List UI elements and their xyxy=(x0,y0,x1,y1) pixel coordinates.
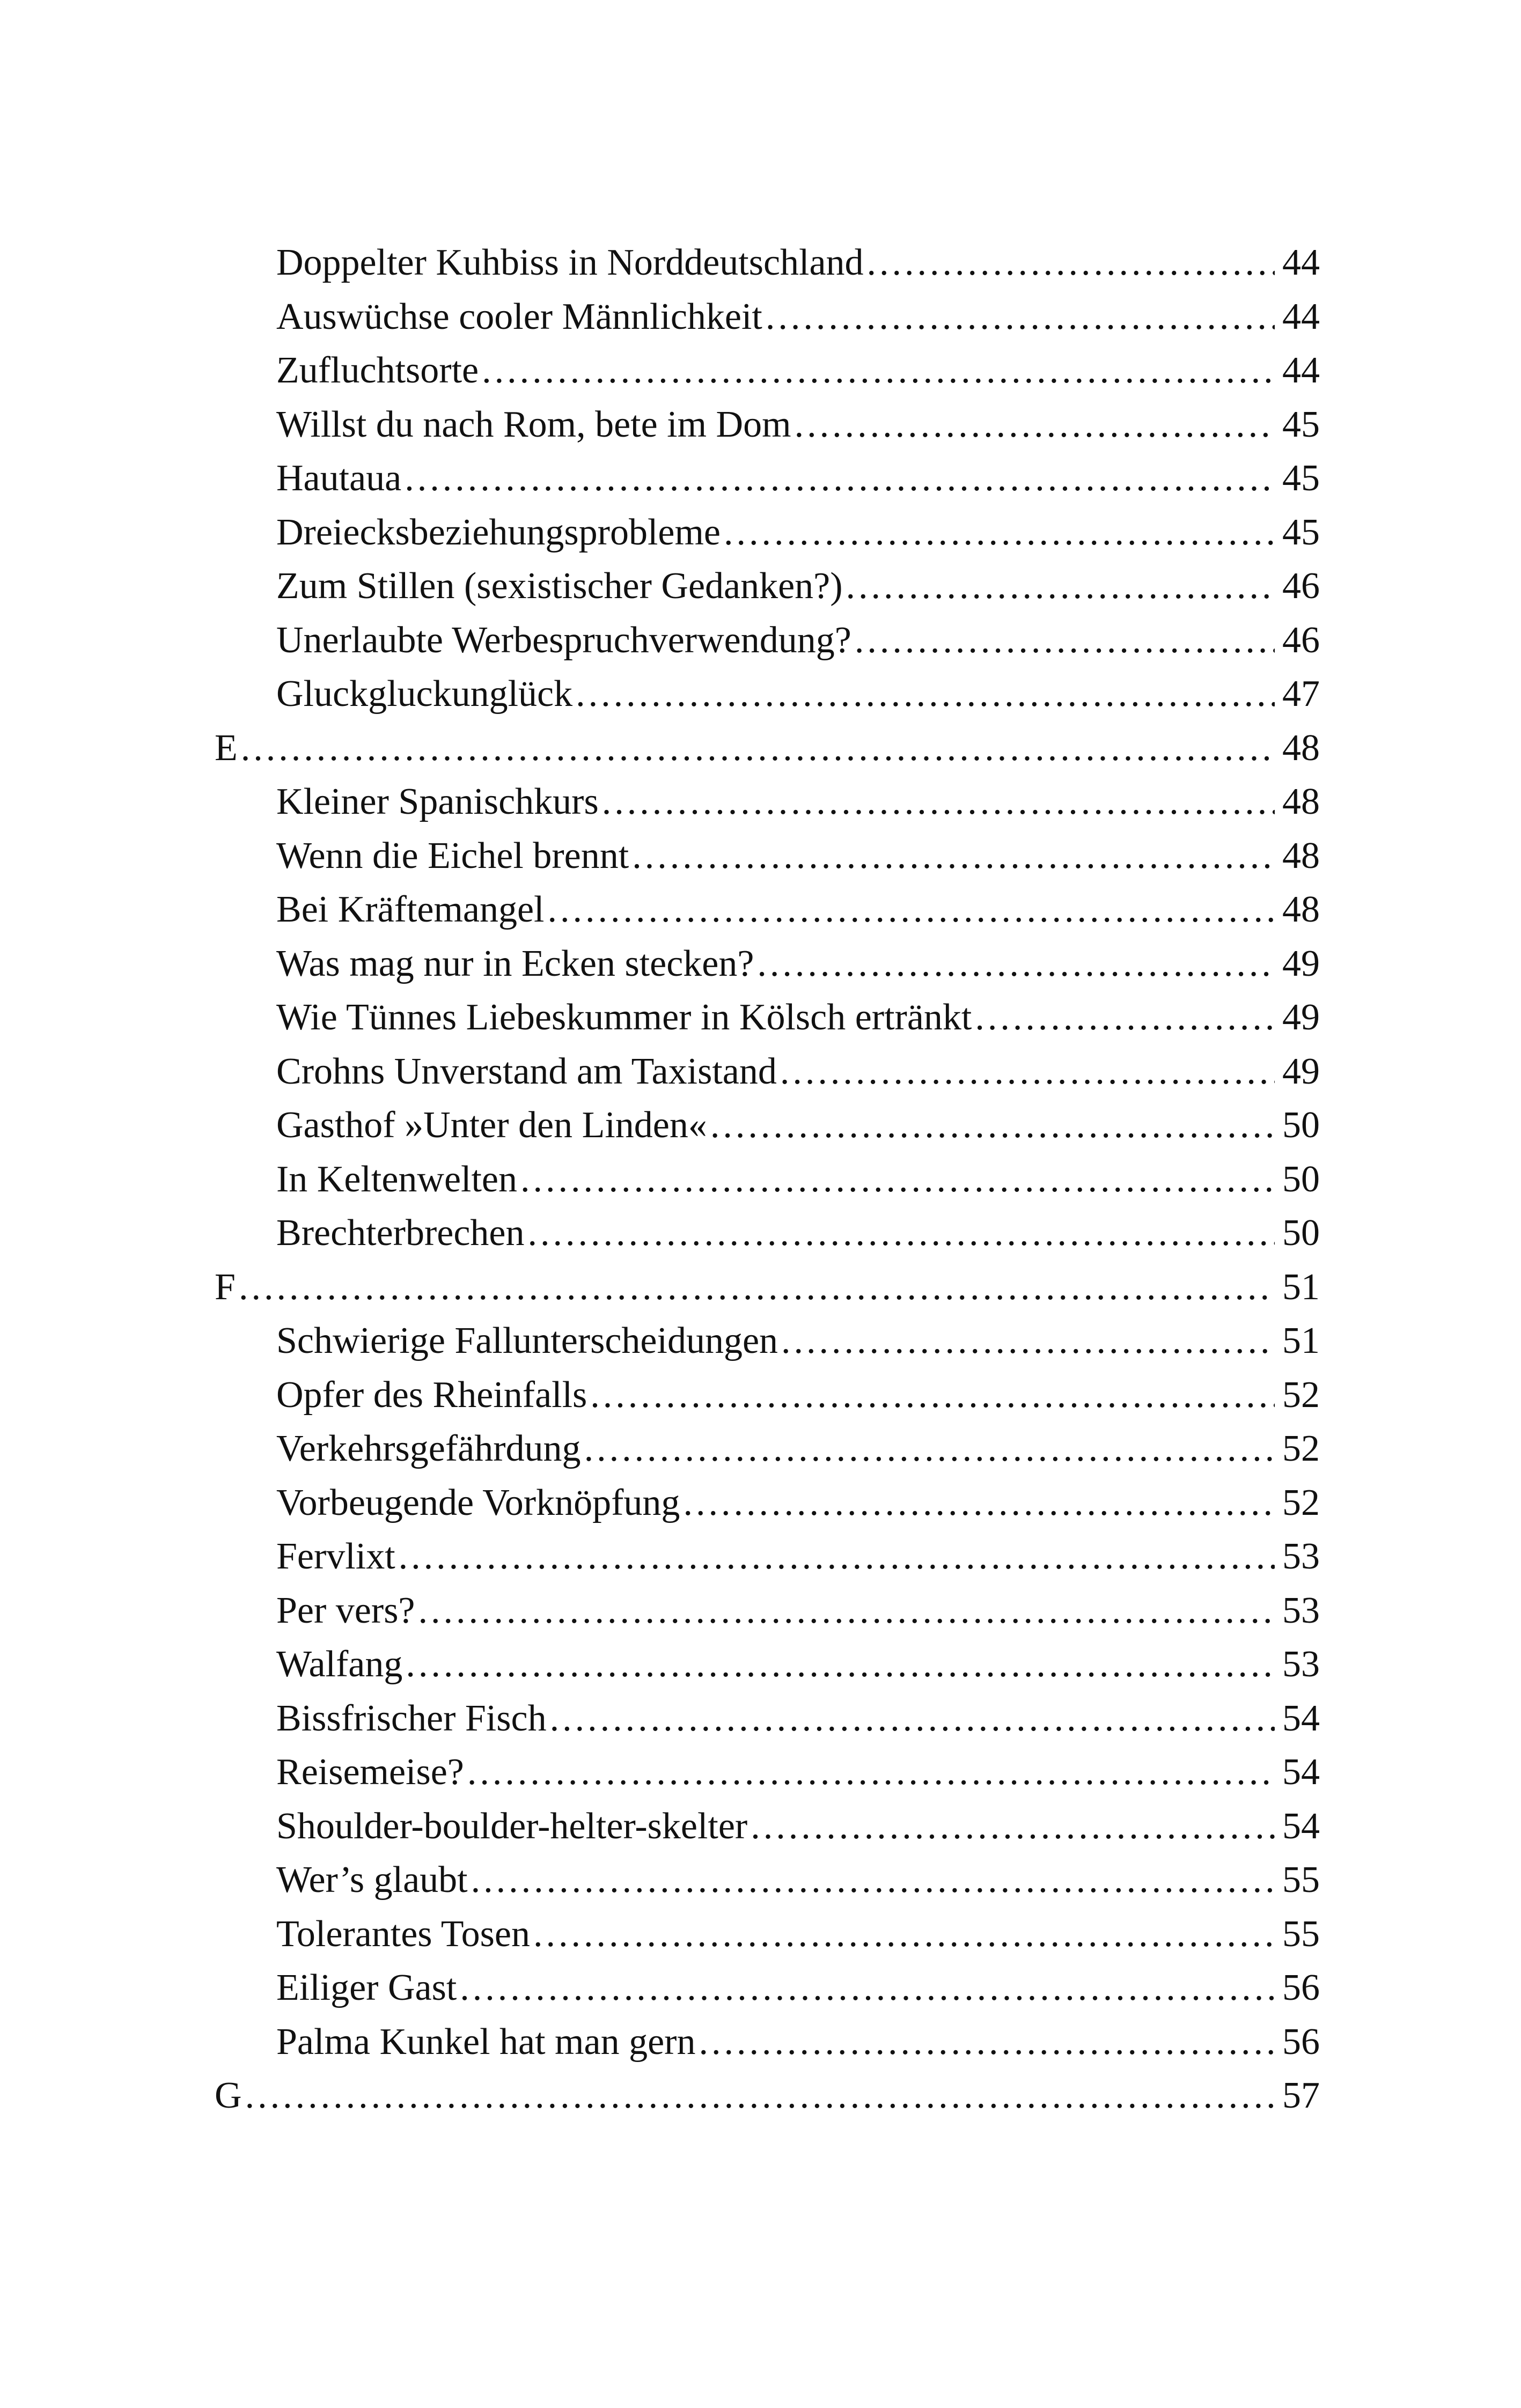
toc-page-number: 52 xyxy=(1282,1428,1320,1469)
toc-page-number: 57 xyxy=(1282,2075,1320,2116)
toc-entry xyxy=(215,290,1320,344)
toc-entry xyxy=(215,452,1320,506)
toc-entry xyxy=(215,1368,1320,1423)
toc-page-number: 49 xyxy=(1282,1050,1320,1092)
toc-page-number: 56 xyxy=(1282,1967,1320,2008)
toc-entry xyxy=(215,991,1320,1045)
toc-entry xyxy=(215,775,1320,829)
toc-page-number: 55 xyxy=(1282,1913,1320,1955)
toc-entry-title: Kleiner Spanischkurs xyxy=(276,781,599,822)
toc-entry xyxy=(215,883,1320,937)
toc-entry-title: Wie Tünnes Liebeskummer in Kölsch ertränkt xyxy=(276,997,972,1038)
toc-page-number: 55 xyxy=(1282,1859,1320,1901)
toc-entry-title: F xyxy=(215,1266,236,1308)
toc-dot-leader xyxy=(699,2015,1275,2070)
toc-page-number: 54 xyxy=(1282,1697,1320,1739)
toc-entry xyxy=(215,1961,1320,2015)
toc-entry-title: Wenn die Eichel brennt xyxy=(276,835,629,877)
toc-entry xyxy=(215,1530,1320,1584)
toc-dot-leader xyxy=(780,1045,1275,1099)
toc-entry-title: E xyxy=(215,727,238,769)
toc-entry-title: Wer’s glaubt xyxy=(276,1859,468,1901)
toc-entry-title: Zum Stillen (sexistischer Gedanken?) xyxy=(276,565,843,607)
toc-entry xyxy=(215,937,1320,991)
toc-page-number: 49 xyxy=(1282,942,1320,984)
toc-page-number: 44 xyxy=(1282,242,1320,283)
toc-page-number: 48 xyxy=(1282,835,1320,877)
toc-entry xyxy=(215,1206,1320,1261)
toc-page-number: 53 xyxy=(1282,1536,1320,1577)
toc-page-number: 52 xyxy=(1282,1482,1320,1523)
toc-dot-leader xyxy=(590,1368,1275,1423)
toc-entry xyxy=(215,829,1320,883)
toc-dot-leader xyxy=(584,1422,1275,1476)
toc-dot-leader xyxy=(846,559,1275,614)
toc-entry xyxy=(215,1099,1320,1153)
toc-page-number: 50 xyxy=(1282,1158,1320,1200)
toc-page-number: 45 xyxy=(1282,403,1320,445)
toc-entry xyxy=(215,398,1320,452)
toc-entry-title: Shoulder-boulder-helter-skelter xyxy=(276,1805,748,1847)
toc-entry-title: Gluckgluckunglück xyxy=(276,673,573,715)
toc-page-number: 52 xyxy=(1282,1374,1320,1416)
toc-entry-title: Willst du nach Rom, bete im Dom xyxy=(276,403,791,445)
toc-entry-title: Bei Kräftemangel xyxy=(276,889,545,930)
toc-page-number: 54 xyxy=(1282,1805,1320,1847)
toc-dot-leader xyxy=(576,667,1275,721)
toc-dot-leader xyxy=(724,506,1275,560)
toc-page-number: 45 xyxy=(1282,458,1320,499)
toc-page-number: 51 xyxy=(1282,1266,1320,1308)
toc-entry xyxy=(215,1045,1320,1099)
toc-section-heading xyxy=(215,721,1320,776)
toc-page-number: 48 xyxy=(1282,781,1320,822)
toc-dot-leader xyxy=(239,1261,1275,1315)
toc-dot-leader xyxy=(795,398,1275,452)
toc-entry xyxy=(215,1746,1320,1800)
toc-entry xyxy=(215,1638,1320,1692)
toc-entry-title: In Keltenwelten xyxy=(276,1158,517,1200)
toc-dot-leader xyxy=(460,1961,1275,2015)
toc-entry-title: Gasthof »Unter den Linden« xyxy=(276,1104,707,1146)
toc-entry-title: Per vers? xyxy=(276,1589,415,1631)
toc-page-number: 48 xyxy=(1282,889,1320,930)
toc-dot-leader xyxy=(528,1206,1275,1261)
toc-dot-leader xyxy=(520,1153,1275,1207)
toc-dot-leader xyxy=(757,937,1275,991)
toc-entry xyxy=(215,1314,1320,1368)
toc-entry-title: Tolerantes Tosen xyxy=(276,1913,530,1955)
toc-entry xyxy=(215,506,1320,560)
toc-dot-leader xyxy=(975,991,1275,1045)
toc-entry xyxy=(215,614,1320,668)
toc-entry-title: Fervlixt xyxy=(276,1536,395,1577)
table-of-contents xyxy=(215,236,1320,2123)
toc-entry-title: Unerlaubte Werbespruchverwendung? xyxy=(276,619,851,661)
toc-section-heading xyxy=(215,1261,1320,1315)
toc-entry xyxy=(215,1476,1320,1530)
toc-page-number: 53 xyxy=(1282,1644,1320,1685)
toc-dot-leader xyxy=(533,1908,1275,1962)
toc-entry xyxy=(215,1422,1320,1476)
toc-entry xyxy=(215,1908,1320,1962)
toc-dot-leader xyxy=(867,236,1275,290)
toc-dot-leader xyxy=(710,1099,1275,1153)
toc-page-number: 44 xyxy=(1282,296,1320,337)
toc-entry-title: Dreiecksbeziehungsprobleme xyxy=(276,511,721,553)
toc-dot-leader xyxy=(548,883,1275,937)
toc-dot-leader xyxy=(550,1692,1275,1746)
toc-dot-leader xyxy=(245,2069,1275,2123)
toc-dot-leader xyxy=(766,290,1275,344)
toc-entry xyxy=(215,559,1320,614)
toc-entry-title: G xyxy=(215,2075,242,2116)
toc-page-number: 50 xyxy=(1282,1212,1320,1254)
toc-page-number: 56 xyxy=(1282,2021,1320,2063)
toc-entry-title: Palma Kunkel hat man gern xyxy=(276,2021,696,2063)
toc-dot-leader xyxy=(602,775,1275,829)
toc-page-number: 48 xyxy=(1282,727,1320,769)
toc-entry xyxy=(215,1153,1320,1207)
toc-entry xyxy=(215,344,1320,398)
toc-entry-title: Eiliger Gast xyxy=(276,1967,457,2008)
toc-dot-leader xyxy=(781,1314,1275,1368)
toc-entry-title: Crohns Unverstand am Taxistand xyxy=(276,1050,777,1092)
toc-entry-title: Reisemeise? xyxy=(276,1751,464,1793)
toc-dot-leader xyxy=(405,452,1275,506)
toc-page-number: 46 xyxy=(1282,619,1320,661)
toc-dot-leader xyxy=(683,1476,1275,1530)
toc-entry-title: Opfer des Rheinfalls xyxy=(276,1374,587,1416)
toc-page-number: 46 xyxy=(1282,565,1320,607)
toc-entry-title: Bissfrischer Fisch xyxy=(276,1697,547,1739)
toc-dot-leader xyxy=(241,721,1275,776)
toc-dot-leader xyxy=(399,1530,1275,1584)
toc-page-number: 45 xyxy=(1282,511,1320,553)
toc-page-number: 50 xyxy=(1282,1104,1320,1146)
toc-page-number: 49 xyxy=(1282,997,1320,1038)
toc-entry-title: Doppelter Kuhbiss in Norddeutschland xyxy=(276,242,864,283)
toc-page-number: 54 xyxy=(1282,1751,1320,1793)
toc-dot-leader xyxy=(632,829,1275,883)
toc-entry-title: Brechterbrechen xyxy=(276,1212,525,1254)
toc-entry xyxy=(215,236,1320,290)
toc-entry xyxy=(215,2015,1320,2070)
toc-dot-leader xyxy=(855,614,1275,668)
toc-entry-title: Zufluchtsorte xyxy=(276,350,479,391)
toc-entry xyxy=(215,667,1320,721)
toc-entry-title: Was mag nur in Ecken stecken? xyxy=(276,942,754,984)
toc-page-number: 51 xyxy=(1282,1320,1320,1361)
toc-dot-leader xyxy=(751,1800,1275,1854)
toc-entry xyxy=(215,1584,1320,1638)
toc-entry xyxy=(215,1692,1320,1746)
toc-entry-title: Auswüchse cooler Männlichkeit xyxy=(276,296,762,337)
toc-page-number: 47 xyxy=(1282,673,1320,715)
toc-entry-title: Walfang xyxy=(276,1644,403,1685)
toc-dot-leader xyxy=(418,1584,1275,1638)
toc-page-number: 44 xyxy=(1282,350,1320,391)
toc-entry xyxy=(215,1853,1320,1908)
toc-dot-leader xyxy=(471,1853,1275,1908)
toc-section-heading xyxy=(215,2069,1320,2123)
toc-entry xyxy=(215,1800,1320,1854)
toc-dot-leader xyxy=(406,1638,1275,1692)
toc-entry-title: Verkehrsgefährdung xyxy=(276,1428,581,1469)
toc-entry-title: Vorbeugende Vorknöpfung xyxy=(276,1482,680,1523)
toc-entry-title: Schwierige Fallunterscheidungen xyxy=(276,1320,778,1361)
toc-entry-title: Hautaua xyxy=(276,458,402,499)
toc-page-number: 53 xyxy=(1282,1589,1320,1631)
toc-dot-leader xyxy=(482,344,1275,398)
toc-dot-leader xyxy=(467,1746,1275,1800)
